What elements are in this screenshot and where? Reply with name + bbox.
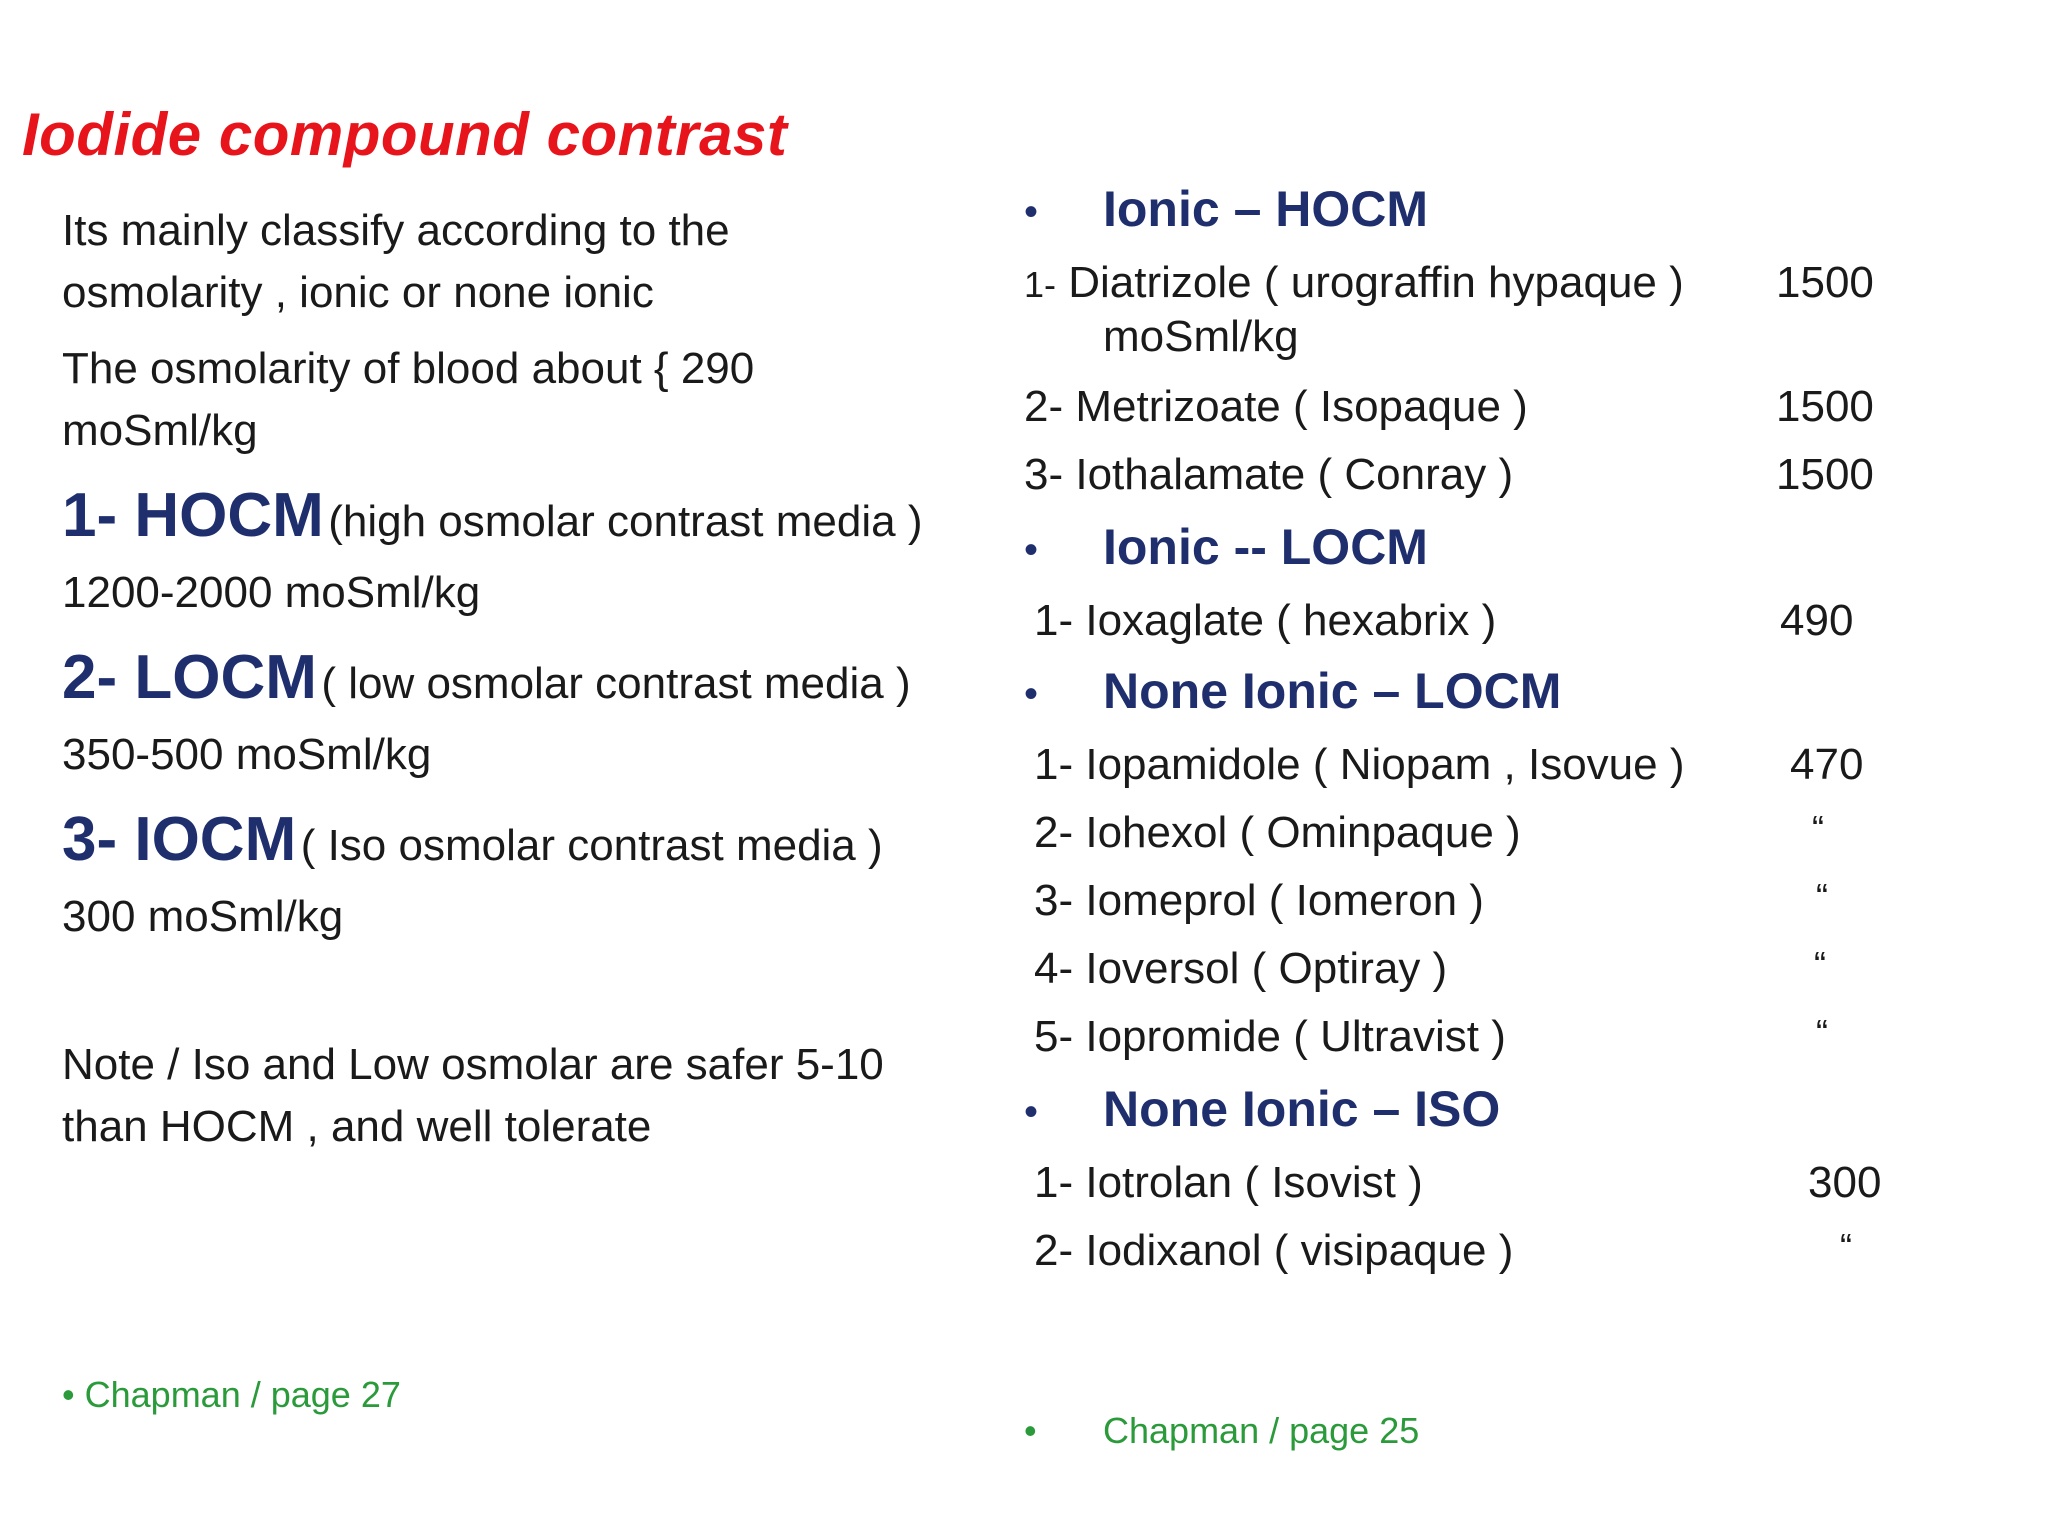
list-item: 1- Iopamidole ( Niopam , Isovue ) xyxy=(1034,740,1685,789)
intro-line-2: osmolarity , ionic or none ionic xyxy=(62,268,654,317)
bullet-icon: • xyxy=(1024,190,1039,234)
blood-osmolarity-line-1: The osmolarity of blood about { 290 xyxy=(62,344,755,393)
type-code: 2- LOCM xyxy=(62,643,317,712)
item-number: 1- xyxy=(1024,264,1057,305)
category-title-ionic-hocm: Ionic – HOCM xyxy=(1103,181,1429,237)
type-code: 1- HOCM xyxy=(62,481,324,550)
bullet-icon: • xyxy=(1024,1410,1037,1451)
item-value: 1500 xyxy=(1776,382,1874,431)
type-heading-hocm xyxy=(62,480,922,551)
item-value: 1500 xyxy=(1776,450,1874,499)
item-value: “ xyxy=(1840,1226,1852,1267)
item-value: “ xyxy=(1816,1012,1828,1053)
bullet-icon: • xyxy=(1024,528,1039,572)
type-range-locm: 350-500 moSml/kg xyxy=(62,730,432,779)
item-continuation: moSml/kg xyxy=(1103,312,1299,361)
item-name: Diatrizole ( urograffin hypaque ) xyxy=(1068,258,1684,307)
item-value: “ xyxy=(1814,944,1826,985)
type-heading-iocm xyxy=(62,804,883,875)
item-value: 300 xyxy=(1808,1158,1882,1207)
type-description: ( Iso osmolar contrast media ) xyxy=(300,821,883,870)
bullet-icon: • xyxy=(1024,1090,1039,1134)
type-range-iocm: 300 moSml/kg xyxy=(62,892,344,941)
note-line-2: than HOCM , and well tolerate xyxy=(62,1102,652,1151)
type-code: 3- IOCM xyxy=(62,805,297,874)
list-item: 3- Iomeprol ( Iomeron ) xyxy=(1034,876,1484,925)
blood-osmolarity-line-2: moSml/kg xyxy=(62,406,258,455)
note-line-1: Note / Iso and Low osmolar are safer 5-10 xyxy=(62,1040,884,1089)
type-heading-locm xyxy=(62,642,911,713)
type-description: (high osmolar contrast media ) xyxy=(328,497,923,546)
source-reference-left xyxy=(62,1374,401,1416)
source-text: Chapman / page 27 xyxy=(84,1374,401,1415)
category-title-nonionic-locm: None Ionic – LOCM xyxy=(1103,663,1562,719)
source-reference-right: Chapman / page 25 xyxy=(1103,1410,1420,1451)
category-title-nonionic-iso: None Ionic – ISO xyxy=(1103,1081,1501,1137)
list-item xyxy=(1024,258,1684,308)
list-item: 5- Iopromide ( Ultravist ) xyxy=(1034,1012,1506,1061)
item-value: 470 xyxy=(1790,740,1864,789)
list-item: 2- Metrizoate ( Isopaque ) xyxy=(1024,382,1528,431)
category-title-ionic-locm: Ionic -- LOCM xyxy=(1103,519,1428,575)
list-item: 1- Iotrolan ( Isovist ) xyxy=(1034,1158,1423,1207)
page-title: Iodide compound contrast xyxy=(22,101,788,168)
type-range-hocm: 1200-2000 moSml/kg xyxy=(62,568,481,617)
bullet-icon: • xyxy=(62,1374,75,1415)
bullet-icon: • xyxy=(1024,672,1039,716)
item-value: 490 xyxy=(1780,596,1854,645)
item-value: “ xyxy=(1812,808,1824,849)
list-item: 3- Iothalamate ( Conray ) xyxy=(1024,450,1514,499)
list-item: 4- Ioversol ( Optiray ) xyxy=(1034,944,1448,993)
type-description: ( low osmolar contrast media ) xyxy=(321,659,911,708)
list-item: 1- Ioxaglate ( hexabrix ) xyxy=(1034,596,1497,645)
item-value: 1500 xyxy=(1776,258,1874,307)
intro-line-1: Its mainly classify according to the xyxy=(62,206,730,255)
list-item: 2- Iohexol ( Ominpaque ) xyxy=(1034,808,1521,857)
item-value: “ xyxy=(1816,876,1828,917)
list-item: 2- Iodixanol ( visipaque ) xyxy=(1034,1226,1514,1275)
